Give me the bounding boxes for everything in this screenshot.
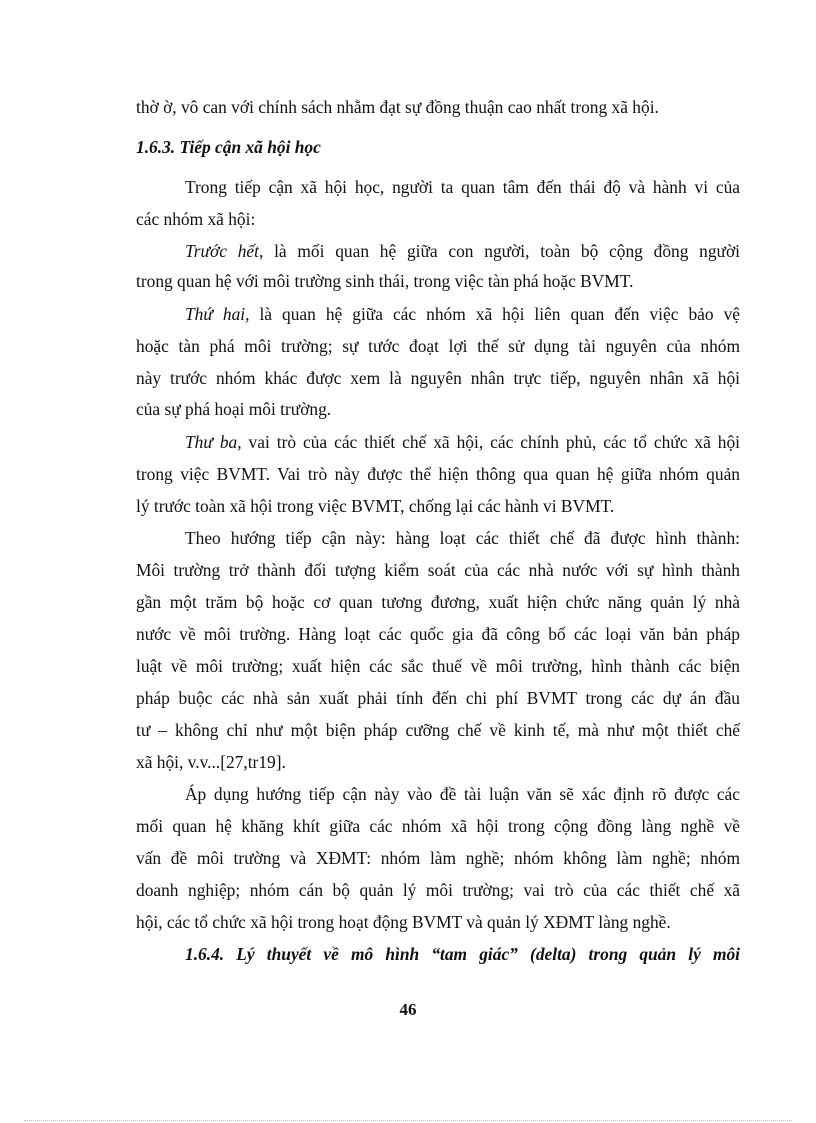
paragraph-line: hội, các tổ chức xã hội trong hoạt động BVMT và quản lý XĐMT làng nghề. [136, 912, 671, 932]
paragraph-text: , là mối quan hệ giữa con người, toàn bộ cộng đồng người [258, 241, 741, 261]
emphasis-text: Thư ba, [185, 432, 242, 452]
paragraph-line: pháp buộc các nhà sản xuất phải tính đến chi phí BVMT trong các dự án đầu [136, 688, 740, 708]
paragraph-line: xã hội, v.v...[27,tr19]. [136, 752, 286, 772]
paragraph-line [185, 432, 740, 452]
paragraph-line: thờ ờ, vô can với chính sách nhằm đạt sự đồng thuận cao nhất trong xã hội. [136, 97, 659, 117]
paragraph-line: tư – không chỉ như một biện pháp cưỡng chế về kinh tế, mà như một thiết chế [136, 720, 740, 740]
page-bottom-divider [24, 1120, 792, 1121]
paragraph-line: gần một trăm bộ hoặc cơ quan tương đương, xuất hiện chức năng quản lý nhà [136, 592, 740, 612]
paragraph-line: lý trước toàn xã hội trong việc BVMT, chống lại các hành vi BVMT. [136, 496, 615, 516]
emphasis-text: Thứ hai, [185, 304, 250, 324]
paragraph-text: vai trò của các thiết chế xã hội, các chính phủ, các tổ chức xã hội [241, 432, 740, 452]
paragraph-line: các nhóm xã hội: [136, 209, 256, 229]
paragraph-line: của sự phá hoại môi trường. [136, 399, 332, 419]
emphasis-text: Trước hết [185, 241, 259, 261]
paragraph-text: là quan hệ giữa các nhóm xã hội liên quan đến việc bảo vệ [249, 304, 740, 324]
paragraph-line: mối quan hệ khăng khít giữa các nhóm xã hội trong cộng đồng làng nghề về [136, 816, 740, 836]
paragraph-line: Môi trường trở thành đối tượng kiểm soát của các nhà nước với sự hình thành [136, 560, 740, 580]
paragraph-line: luật về môi trường; xuất hiện các sắc thuế về môi trường, hình thành các biện [136, 656, 740, 676]
paragraph-line: này trước nhóm khác được xem là nguyên nhân trực tiếp, nguyên nhân xã hội [136, 368, 740, 388]
paragraph-line: hoặc tàn phá môi trường; sự tước đoạt lợi thế sử dụng tài nguyên của nhóm [136, 336, 740, 356]
paragraph-line [185, 304, 740, 324]
paragraph-line [185, 241, 740, 261]
paragraph-line: Trong tiếp cận xã hội học, người ta quan tâm đến thái độ và hành vi của [185, 177, 740, 197]
paragraph-line: trong quan hệ với môi trường sinh thái, trong việc tàn phá hoặc BVMT. [136, 271, 634, 291]
paragraph-line: doanh nghiệp; nhóm cán bộ quản lý môi trường; vai trò của các thiết chế xã [136, 880, 740, 900]
paragraph-line: Áp dụng hướng tiếp cận này vào đề tài luận văn sẽ xác định rõ được các [185, 784, 740, 804]
section-heading-1-6-4: 1.6.4. Lý thuyết về mô hình “tam giác” (delta) trong quản lý môi [185, 944, 740, 964]
section-heading-1-6-3: 1.6.3. Tiếp cận xã hội học [136, 137, 321, 157]
paragraph-line: Theo hướng tiếp cận này: hàng loạt các thiết chế đã được hình thành: [185, 528, 740, 548]
paragraph-line: trong việc BVMT. Vai trò này được thể hiện thông qua quan hệ giữa nhóm quản [136, 464, 740, 484]
paragraph-line: nước về môi trường. Hàng loạt các quốc gia đã công bố các loại văn bản pháp [136, 624, 740, 644]
paragraph-line: vấn đề môi trường và XĐMT: nhóm làm nghề; nhóm không làm nghề; nhóm [136, 848, 740, 868]
page-number: 46 [399, 1000, 417, 1019]
